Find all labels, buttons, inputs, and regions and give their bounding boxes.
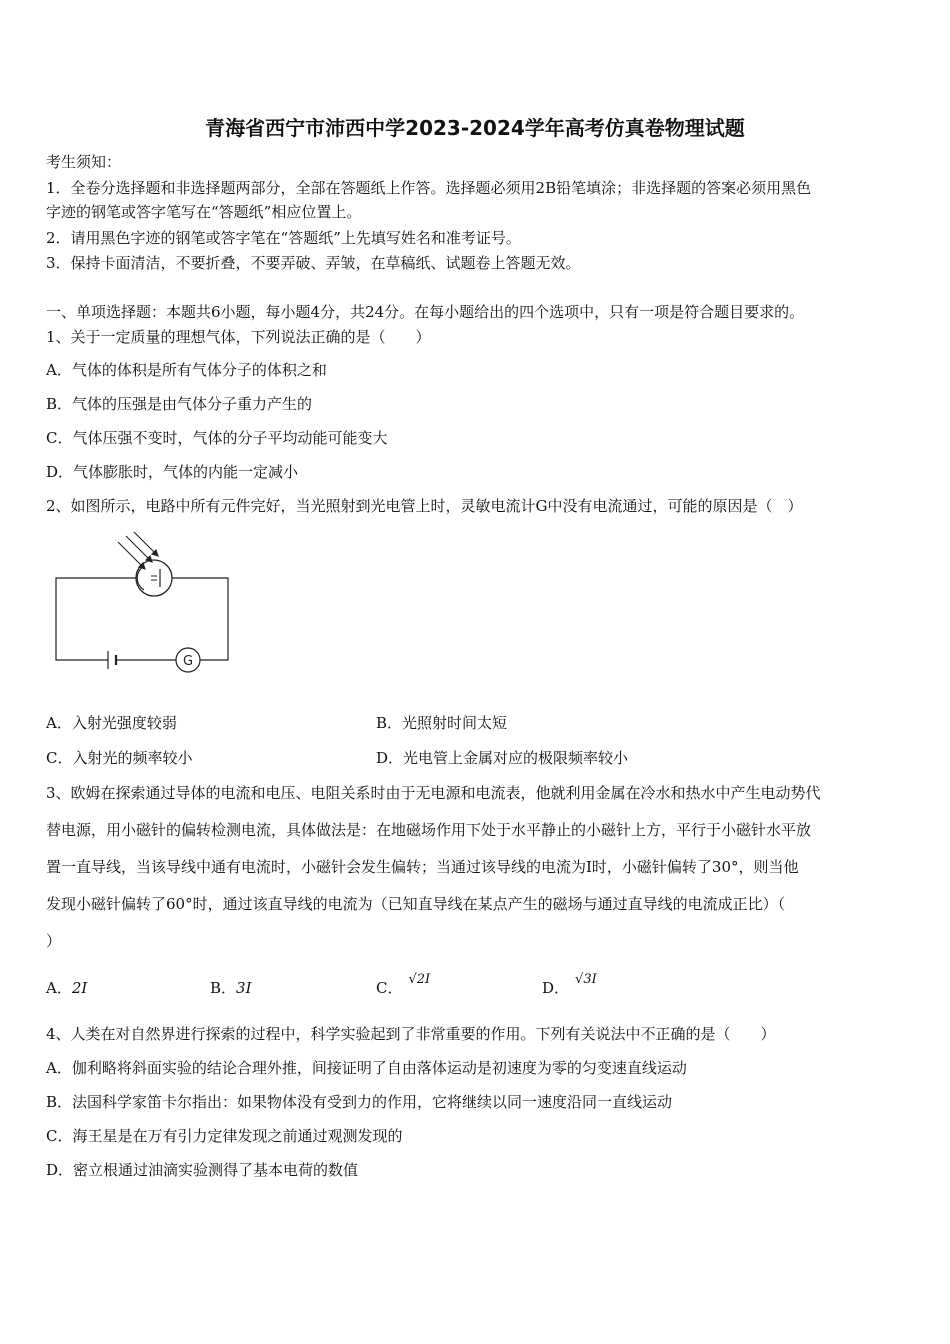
q3-option-c-label: C． (376, 979, 403, 997)
q3-line-2: 替电源，用小磁针的偏转检测电流，具体做法是：在地磁场作用下处于水平静止的小磁针上方，平行于小磁针水平放 (46, 821, 812, 839)
q3-option-a-label: A． (46, 979, 72, 997)
galvanometer-label: G (182, 654, 194, 669)
q3-line-5: ） (46, 932, 62, 950)
q4-stem: 4、人类在对自然界进行探索的过程中，科学实验起到了非常重要的作用。下列有关说法中不正确的是（ ） (46, 1025, 776, 1043)
q3-option-c-value: √2I (408, 972, 431, 987)
q3-option-a-value: 2I (71, 979, 88, 997)
phototube-circuit-diagram (46, 532, 246, 682)
q4-option-a: A．伽利略将斜面实验的结论合理外推，间接证明了自由落体运动是初速度为零的匀变速直线运动 (46, 1059, 687, 1077)
q4-option-d: D．密立根通过油滴实验测得了基本电荷的数值 (46, 1161, 359, 1179)
page-title: 青海省西宁市沛西中学2023-2024学年高考仿真卷物理试题 (205, 116, 745, 140)
q1-option-d: D．气体膨胀时，气体的内能一定减小 (46, 463, 299, 481)
q2-stem: 2、如图所示，电路中所有元件完好，当光照射到光电管上时，灵敏电流计G中没有电流通过，可能的原因是（ ） (46, 497, 803, 515)
q3-option-b-label: B． (210, 979, 237, 997)
q3-option-c (376, 972, 431, 1000)
notice-item-3: 3．保持卡面清洁，不要折叠，不要弄破、弄皱，在草稿纸、试题卷上答题无效。 (46, 254, 581, 272)
q2-option-c: C．入射光的频率较小 (46, 749, 193, 767)
q4-option-c: C．海王星是在万有引力定律发现之前通过观测发现的 (46, 1127, 403, 1145)
q1-option-b: B．气体的压强是由气体分子重力产生的 (46, 395, 313, 413)
notice-item-1b: 字迹的钢笔或答字笔写在“答题纸”相应位置上。 (46, 203, 362, 221)
galvanometer-icon (176, 648, 200, 672)
q3-option-d-value: √3I (575, 972, 597, 987)
q3-option-d (542, 972, 597, 1000)
q2-option-a: A．入射光强度较弱 (46, 714, 177, 732)
section-heading: 一、单项选择题：本题共6小题，每小题4分，共24分。在每小题给出的四个选项中，只有一项是符合题目要求的。 (46, 303, 805, 321)
q3-line-3: 置一直导线，当该导线中通有电流时，小磁针会发生偏转；当通过该导线的电流为I时，小磁针偏转了30°，则当他 (46, 858, 799, 876)
q1-stem: 1、关于一定质量的理想气体，下列说法正确的是（ ） (46, 328, 431, 346)
q3-line-1: 3、欧姆在探索通过导体的电流和电压、电阻关系时由于无电源和电流表，他就利用金属在冷水和热水中产生电动势代 (46, 784, 821, 802)
notice-item-2: 2．请用黑色字迹的钢笔或答字笔在“答题纸”上先填写姓名和准考证号。 (46, 229, 521, 247)
q2-option-b: B．光照射时间太短 (376, 714, 508, 732)
q2-option-d: D．光电管上金属对应的极限频率较小 (376, 749, 629, 767)
q3-option-b-value: 3I (236, 979, 252, 997)
q4-option-b: B．法国科学家笛卡尔指出：如果物体没有受到力的作用，它将继续以同一速度沿同一直线运动 (46, 1093, 673, 1111)
q1-option-a: A．气体的体积是所有气体分子的体积之和 (46, 361, 327, 379)
q3-option-a (46, 978, 87, 998)
q3-line-4: 发现小磁针偏转了60°时，通过该直导线的电流为（已知直导线在某点产生的磁场与通过直导线的电流成正比）（ (46, 895, 786, 913)
notice-item-1a: 1．全卷分选择题和非选择题两部分，全部在答题纸上作答。选择题必须用2B铅笔填涂；非选择题的答案必须用黑色 (46, 179, 812, 197)
notice-heading: 考生须知： (46, 153, 122, 171)
q1-option-c: C．气体压强不变时，气体的分子平均动能可能变大 (46, 429, 388, 447)
q3-option-d-label: D． (542, 979, 570, 997)
q3-option-b (210, 978, 252, 998)
